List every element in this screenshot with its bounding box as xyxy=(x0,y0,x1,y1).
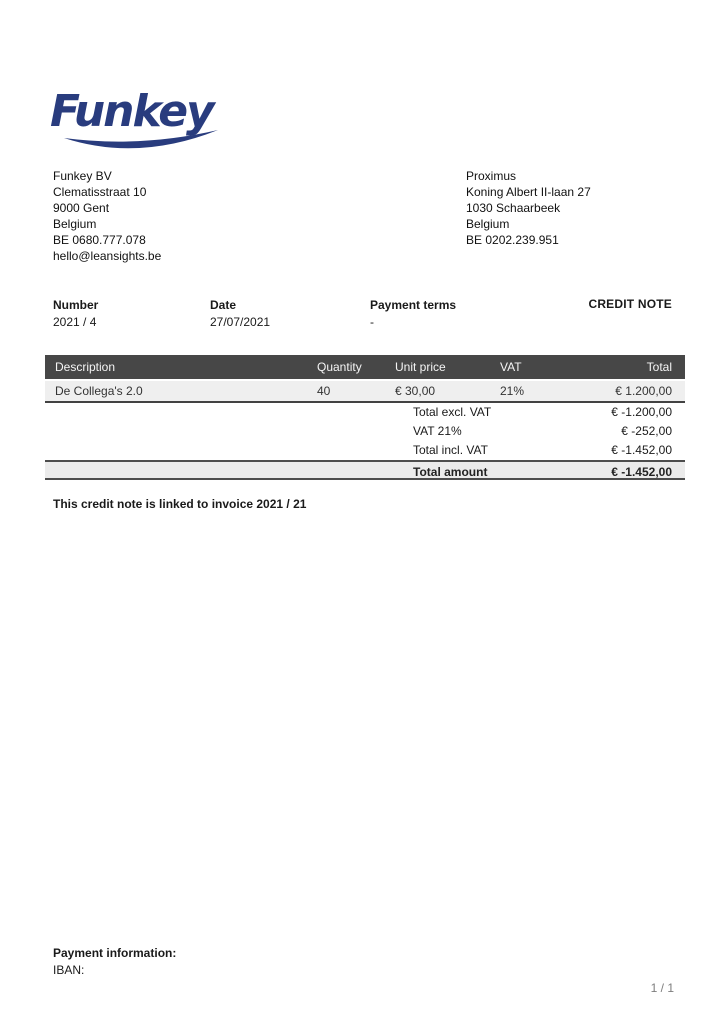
sender-city: 9000 Gent xyxy=(53,201,110,215)
funkey-logo xyxy=(50,80,230,160)
funkey-logo-graphic xyxy=(50,80,230,160)
payment-information-label: Payment information: xyxy=(53,946,177,960)
total-excl-vat-row xyxy=(45,403,685,422)
cell-quantity: 40 xyxy=(317,384,331,398)
document-type-title: CREDIT NOTE xyxy=(588,297,672,311)
payment-information-block xyxy=(53,945,176,979)
recipient-country: Belgium xyxy=(466,217,510,231)
table-header-row xyxy=(45,355,685,379)
meta-date xyxy=(210,297,270,331)
linked-invoice-note: This credit note is linked to invoice 2021 / 21 xyxy=(53,497,307,511)
recipient-name: Proximus xyxy=(466,169,517,183)
meta-number xyxy=(53,297,98,331)
cell-total: € 1.200,00 xyxy=(615,384,672,398)
cell-vat: 21% xyxy=(500,384,525,398)
line-items-table xyxy=(45,355,685,480)
recipient-street: Koning Albert II-laan 27 xyxy=(466,185,591,199)
date-value: 27/07/2021 xyxy=(210,315,271,329)
header-description: Description xyxy=(55,360,116,374)
cell-description: De Collega's 2.0 xyxy=(55,384,143,398)
total-amount-row xyxy=(45,460,685,480)
payment-terms-value: - xyxy=(370,315,374,329)
number-value: 2021 / 4 xyxy=(53,315,97,329)
header-total: Total xyxy=(646,360,672,374)
recipient-address-block xyxy=(466,168,591,248)
page-number: 1 / 1 xyxy=(650,981,674,995)
vat-amount-label: VAT 21% xyxy=(413,424,462,438)
total-excl-vat-label: Total excl. VAT xyxy=(413,405,492,419)
meta-payment-terms xyxy=(370,297,456,331)
sender-vat-number: BE 0680.777.078 xyxy=(53,233,146,247)
vat-amount-value: € -252,00 xyxy=(621,424,672,438)
header-unit-price: Unit price xyxy=(395,360,446,374)
number-label: Number xyxy=(53,298,99,312)
table-row xyxy=(45,381,685,403)
cell-unit-price: € 30,00 xyxy=(395,384,436,398)
sender-street: Clematisstraat 10 xyxy=(53,185,147,199)
totals-section xyxy=(45,403,685,480)
payment-terms-label: Payment terms xyxy=(370,298,457,312)
recipient-city: 1030 Schaarbeek xyxy=(466,201,561,215)
total-incl-vat-value: € -1.452,00 xyxy=(611,443,672,457)
header-vat: VAT xyxy=(500,360,522,374)
total-incl-vat-row xyxy=(45,441,685,460)
sender-address-block xyxy=(53,168,161,264)
document-meta-row xyxy=(45,297,685,333)
header-quantity: Quantity xyxy=(317,360,362,374)
funkey-logo-text: Funkey xyxy=(50,86,213,137)
iban-label: IBAN: xyxy=(53,963,85,977)
sender-email: hello@leansights.be xyxy=(53,249,162,263)
total-amount-value: € -1.452,00 xyxy=(611,465,672,479)
total-amount-label: Total amount xyxy=(413,465,488,479)
sender-name: Funkey BV xyxy=(53,169,112,183)
date-label: Date xyxy=(210,298,237,312)
recipient-vat-number: BE 0202.239.951 xyxy=(466,233,559,247)
total-excl-vat-value: € -1.200,00 xyxy=(611,405,672,419)
total-incl-vat-label: Total incl. VAT xyxy=(413,443,488,457)
vat-amount-row xyxy=(45,422,685,441)
sender-country: Belgium xyxy=(53,217,97,231)
